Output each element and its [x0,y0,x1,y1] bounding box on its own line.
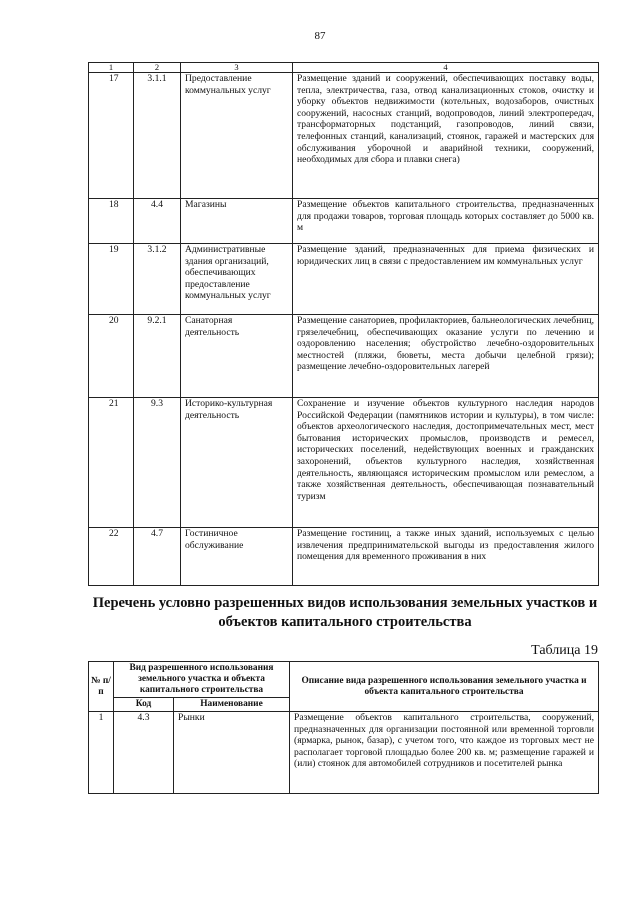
use-code: 9.2.1 [134,315,181,398]
use-description: Размещение санаториев, профилакториев, бальнеологических лечебниц, грязелечебниц, обеспечивающих оказание услуги по лечению и оздоровлению населения; обустройство лечебно-оздоровительных местностей (пляжи, бюветы, места добычи целебной грязи); размещение лечебно-оздоровительных лагерей [293,315,599,398]
use-name: Магазины [181,199,293,244]
row-number: 21 [89,398,134,528]
use-code: 9.3 [134,398,181,528]
use-name: Гостиничное обслуживание [181,528,293,586]
table-row [89,244,599,315]
table-row [89,528,599,586]
header-row [89,662,599,698]
column-number: 3 [181,63,293,73]
use-description: Размещение объектов капитального строительства, сооружений, предназначенных для организации постоянной или временной торговли (ярмарка, рынок, базар), с учетом того, что каждое из торговых мест не располагает торговой площадью более 200 кв. м; размещение гаражей и (или) стоянок для автомобилей сотрудников и посетителей рынка [290,712,599,794]
row-number: 1 [89,712,114,794]
use-code: 4.4 [134,199,181,244]
column-number: 4 [293,63,599,73]
table-row [89,398,599,528]
use-description: Размещение гостиниц, а также иных зданий, используемых с целью извлечения предпринимательской выгоды из предоставления жилого помещения для временного проживания в них [293,528,599,586]
table-label: Таблица 19 [531,643,598,658]
section-title: Перечень условно разрешенных видов использования земельных участков и объектов капитального строительства [92,595,598,630]
page-number: 87 [314,30,326,42]
row-number: 19 [89,244,134,315]
header-name: Наименование [174,698,290,712]
use-name: Административные здания организаций, обеспечивающих предоставление коммунальных услуг [181,244,293,315]
header-code: Код [114,698,174,712]
use-code: 4.3 [114,712,174,794]
table-row [89,73,599,199]
column-number: 1 [89,63,134,73]
header-description: Описание вида разрешенного использования земельного участка и объекта капитального строительства [290,662,599,712]
use-name: Историко-культурная деятельность [181,398,293,528]
use-name: Санаторная деятельность [181,315,293,398]
row-number: 17 [89,73,134,199]
row-number: 22 [89,528,134,586]
table-row [89,199,599,244]
row-number: 20 [89,315,134,398]
column-number-row [89,63,599,73]
land-use-table-continued [88,62,599,586]
use-description: Размещение зданий и сооружений, обеспечивающих поставку воды, тепла, электричества, газа, отвод канализационных стоков, очистку и уборку объектов недвижимости (котельных, водозаборов, очистных сооружений, насосных станций, водопроводов, линий электропередач, трансформаторных подстанций, газопроводов, линий связи, телефонных станций, канализаций, стоянок, гаражей и мастерских для обслуживания уборочной и аварийной техники, сооружений, необходимых для сбора и плавки снега) [293,73,599,199]
use-name: Рынки [174,712,290,794]
use-description: Сохранение и изучение объектов культурного наследия народов Российской Федерации (памятников истории и культуры), в том числе: объектов археологического наследия, достопримечательных мест, мест бытования исторических промыслов, производств и ремесел, исторических поселений, недействующих военных и гражданских захоронений, объектов культурного наследия, хозяйственная деятельность, являющаяся историческим промыслом или ремеслом, а также хозяйственная деятельность, обеспечивающая познавательный туризм [293,398,599,528]
use-description: Размещение зданий, предназначенных для приема физических и юридических лиц в связи с предоставлением им коммунальных услуг [293,244,599,315]
use-description: Размещение объектов капитального строительства, предназначенных для продажи товаров, торговая площадь которых составляет до 5000 кв. м [293,199,599,244]
conditional-uses-table [88,661,599,794]
use-name: Предоставление коммунальных услуг [181,73,293,199]
column-number: 2 [134,63,181,73]
row-number: 18 [89,199,134,244]
use-code: 4.7 [134,528,181,586]
use-code: 3.1.1 [134,73,181,199]
table-row [89,712,599,794]
header-use-type: Вид разрешенного использования земельного участка и объекта капитального строительства [114,662,290,698]
use-code: 3.1.2 [134,244,181,315]
table-row [89,315,599,398]
header-row-number: № п/п [89,662,114,712]
